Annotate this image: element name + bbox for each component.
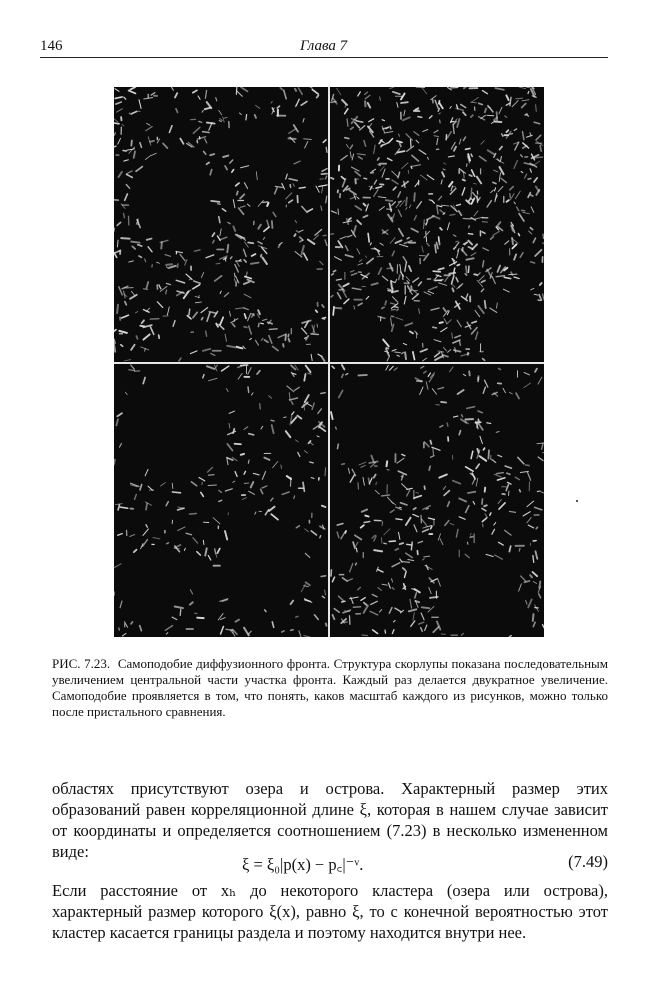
page-number: 146	[40, 38, 63, 54]
header-rule	[40, 57, 608, 58]
diffusion-front-figure	[114, 87, 544, 637]
equation: ξ = ξ₀|p(x) − p꜀|⁻ᵛ.	[242, 855, 364, 874]
body-paragraph-1	[52, 778, 608, 862]
paragraph-1-text: областях присутствуют озера и острова. Характерный размер этих образований равен корреляционной длине ξ, которая в нашем случае зависит от координаты и определяется соотношением (7.23) в несколько измененном виде:	[52, 779, 608, 861]
equation-line	[52, 852, 608, 876]
caption-text: Самоподобие диффузионного фронта. Структура скорлупы показана последовательным увеличением центральной части участка фронта. Каждый раз делается двукратное увеличение. Самоподобие проявляется в том, что понять, каков масштаб каждого из рисунков, можно только после пристального сравнения.	[52, 656, 609, 719]
body-paragraph-2	[52, 880, 608, 943]
page-header	[40, 34, 608, 58]
scan-speck	[576, 500, 578, 502]
running-head: Глава 7	[300, 38, 348, 54]
paragraph-2-text: Если расстояние от xₕ до некоторого кластера (озера или острова), характерный размер которого ξ(x), равно ξ, то с конечной вероятностью этот кластер касается границы раздела и поэтому находится внутри нее.	[52, 881, 608, 942]
equation-number: (7.49)	[568, 852, 608, 871]
figure-caption	[52, 656, 608, 720]
figure-image	[114, 87, 544, 637]
caption-label: РИС. 7.23.	[52, 656, 111, 671]
